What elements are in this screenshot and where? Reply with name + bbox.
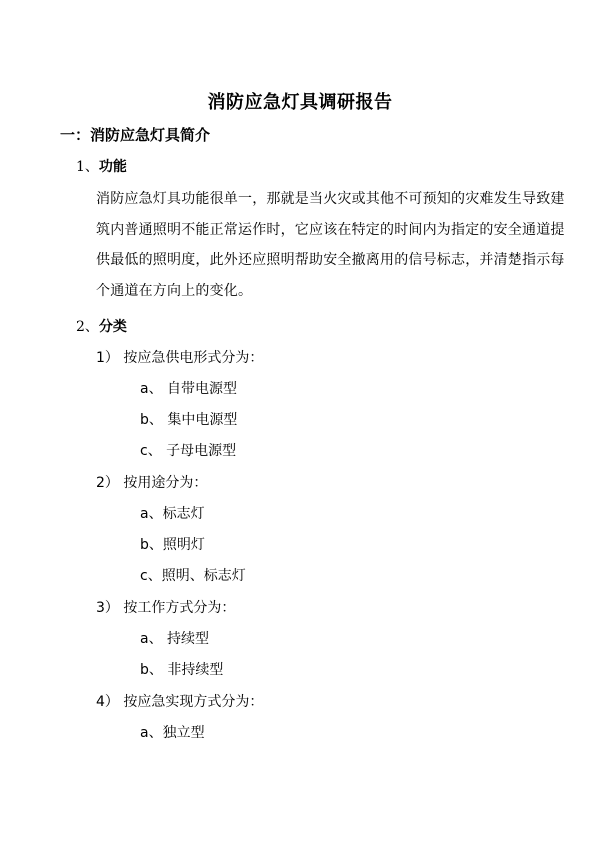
classification-item: b、照明灯 [140,537,205,553]
classification-item: b、 集中电源型 [140,412,238,428]
classification-group-heading: 1） 按应急供电形式分为： [96,350,264,366]
subsection-label: 分类 [98,319,127,335]
classification-item: c、照明、标志灯 [140,568,246,584]
subsection-number: 1、 [76,159,99,175]
classification-item: a、标志灯 [140,506,205,522]
classification-item: a、 持续型 [140,631,210,647]
classification-group-heading: 3） 按工作方式分为： [96,600,236,616]
classification-group-heading: 4） 按应急实现方式分为： [96,694,264,710]
subsection-classification [76,318,127,336]
classification-item: a、独立型 [140,725,205,741]
classification-item: a、 自带电源型 [140,381,238,397]
classification-item: c、 子母电源型 [140,443,237,459]
classification-group-heading: 2） 按用途分为： [96,475,208,491]
section-heading-intro [60,126,210,144]
paragraph-line: 供最低的照明度，此外还应照明帮助安全撤离用的信号标志，并清楚指示每 [96,252,565,268]
section-heading-text: 一：消防应急灯具简介 [60,126,211,144]
subsection-number: 2、 [76,319,99,335]
subsection-function [76,158,127,176]
paragraph-line: 个通道在方向上的变化。 [96,282,253,299]
classification-item: b、 非持续型 [140,662,224,678]
document-title: 消防应急灯具调研报告 [207,92,393,113]
subsection-label: 功能 [98,159,127,175]
paragraph-line: 筑内普通照明不能正常运作时，它应该在特定的时间内为指定的安全通道提 [96,221,565,238]
function-paragraph [96,184,566,306]
paragraph-line: 消防应急灯具功能很单一，那就是当火灾或其他不可预知的灾难发生导致建 [96,191,565,207]
